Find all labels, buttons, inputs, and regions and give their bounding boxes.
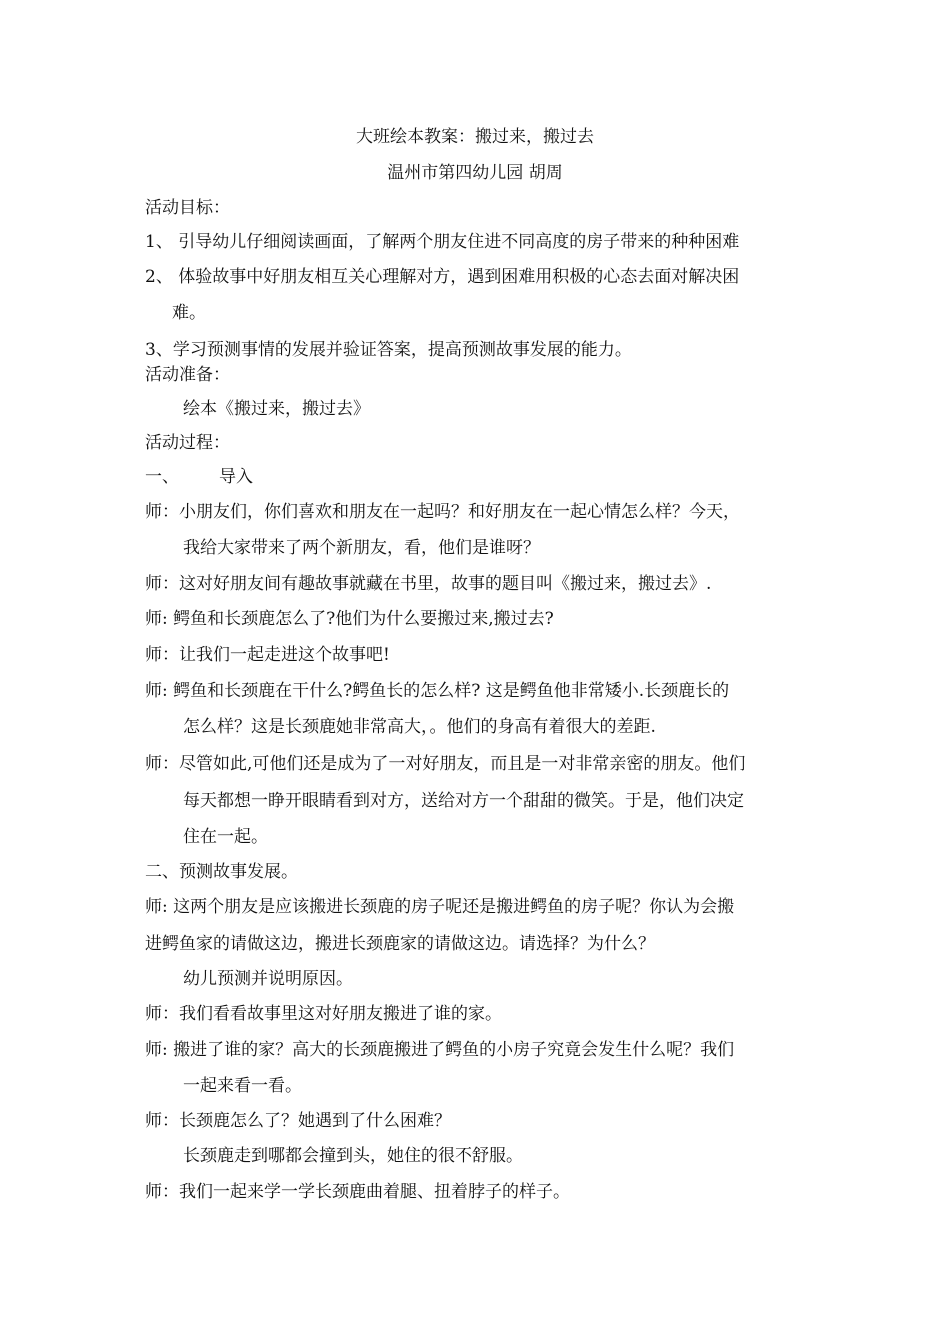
paragraph-13: 师：我们一起来学一学长颈鹿曲着腿、扭着脖子的样子。 xyxy=(145,1182,570,1202)
paragraph-1-line-2: 我给大家带来了两个新朋友，看，他们是谁呀？ xyxy=(183,538,540,558)
document-author: 温州市第四幼儿园 胡周 xyxy=(387,163,563,183)
section-2-heading: 二、预测故事发展。 xyxy=(145,862,298,882)
process-heading: 活动过程： xyxy=(145,433,230,453)
goal-1: 1、 引导幼儿仔细阅读画面，了解两个朋友住进不同高度的房子带来的种种困难 xyxy=(145,232,740,252)
section-1-number: 一、 xyxy=(145,467,179,487)
paragraph-1-line-1: 师：小朋友们，你们喜欢和朋友在一起吗？和好朋友在一起心情怎么样？今天， xyxy=(145,502,740,522)
prep-item: 绘本《搬过来，搬过去》 xyxy=(183,399,370,419)
prep-heading: 活动准备： xyxy=(145,365,230,385)
paragraph-10-line-2: 一起来看一看。 xyxy=(183,1076,302,1096)
paragraph-5-line-1: 师: 鳄鱼和长颈鹿在干什么?鳄鱼长的怎么样? 这是鳄鱼他非常矮小.长颈鹿长的 xyxy=(145,681,730,701)
paragraph-10-line-1: 师: 搬进了谁的家？高大的长颈鹿搬进了鳄鱼的小房子究竟会发生什么呢？我们 xyxy=(145,1040,735,1060)
paragraph-5-line-2: 怎么样？这是长颈鹿她非常高大，。他们的身高有着很大的差距. xyxy=(183,717,656,737)
paragraph-7-line-2: 进鳄鱼家的请做这边，搬进长颈鹿家的请做这边。请选择？为什么？ xyxy=(145,934,655,954)
document-title: 大班绘本教案：搬过来，搬过去 xyxy=(356,127,594,147)
goal-2-line-2: 难。 xyxy=(172,303,206,323)
section-1-title: 导入 xyxy=(219,467,253,487)
goal-2-line-1: 2、 体验故事中好朋友相互关心理解对方，遇到困难用积极的心态去面对解决困 xyxy=(145,267,740,287)
paragraph-8: 幼儿预测并说明原因。 xyxy=(183,969,353,989)
paragraph-9: 师：我们看看故事里这对好朋友搬进了谁的家。 xyxy=(145,1004,502,1024)
paragraph-6-line-1: 师：尽管如此,可他们还是成为了一对好朋友，而且是一对非常亲密的朋友。他们 xyxy=(145,754,746,774)
paragraph-11: 师：长颈鹿怎么了？她遇到了什么困难？ xyxy=(145,1111,451,1131)
section-1-heading xyxy=(145,466,253,488)
paragraph-12: 长颈鹿走到哪都会撞到头，她住的很不舒服。 xyxy=(183,1146,523,1166)
paragraph-3: 师: 鳄鱼和长颈鹿怎么了?他们为什么要搬过来,搬过去? xyxy=(145,609,554,629)
paragraph-6-line-3: 住在一起。 xyxy=(183,827,268,847)
goal-3: 3、学习预测事情的发展并验证答案，提高预测故事发展的能力。 xyxy=(145,340,632,360)
paragraph-6-line-2: 每天都想一睁开眼睛看到对方，送给对方一个甜甜的微笑。于是，他们决定 xyxy=(183,791,744,811)
paragraph-7-line-1: 师: 这两个朋友是应该搬进长颈鹿的房子呢还是搬进鳄鱼的房子呢？你认为会搬 xyxy=(145,897,735,917)
paragraph-2: 师：这对好朋友间有趣故事就藏在书里，故事的题目叫《搬过来，搬过去》. xyxy=(145,574,712,594)
paragraph-4: 师：让我们一起走进这个故事吧! xyxy=(145,645,390,665)
goals-heading: 活动目标： xyxy=(145,198,230,218)
